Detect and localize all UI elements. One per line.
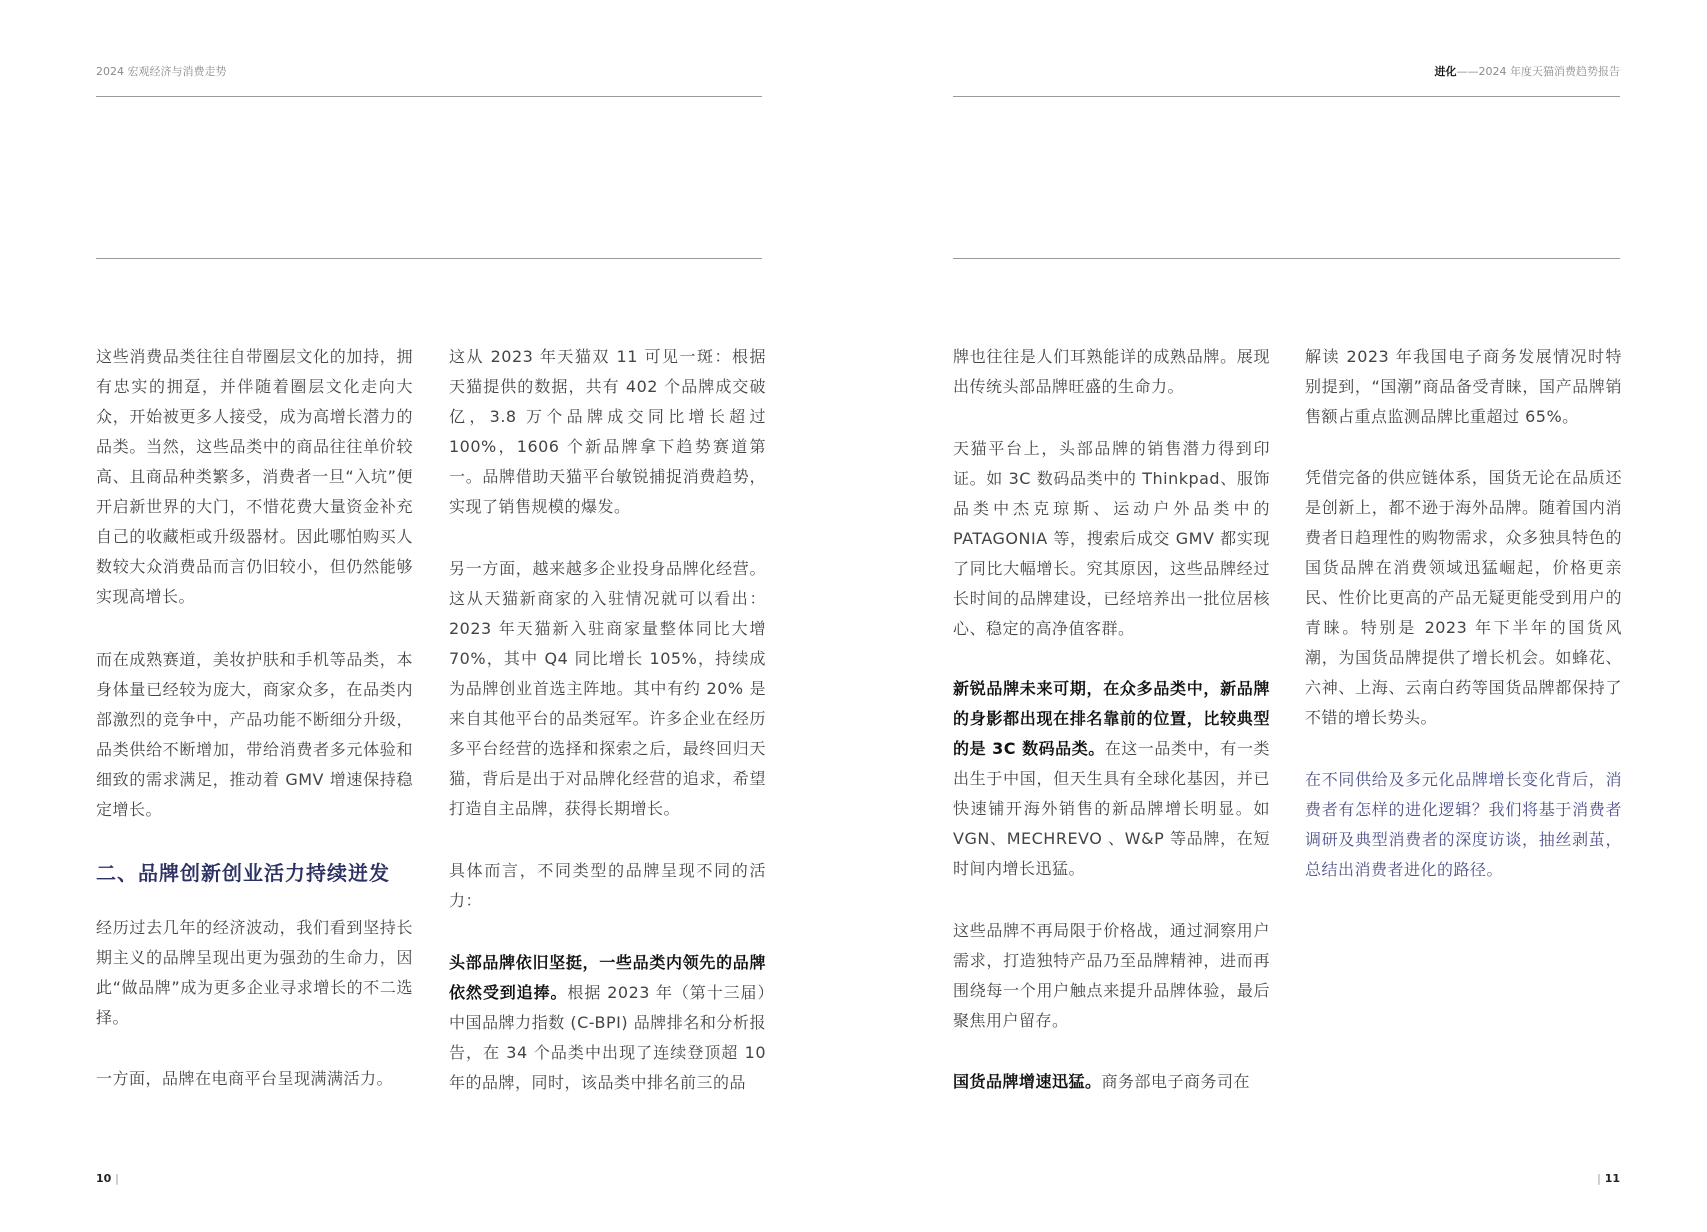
paragraph: 牌也往往是人们耳熟能详的成熟品牌。展现出传统头部品牌旺盛的生命力。 — [953, 347, 1270, 396]
paragraph — [953, 674, 1270, 884]
paragraph: 这些品牌不再局限于价格战，通过洞察用户需求，打造独特产品乃至品牌精神，进而再围绕每一个用户触点来提升品牌体验，最后聚焦用户留存。 — [953, 921, 1270, 1030]
paragraph: 这些消费品类往往自带圈层文化的加持，拥有忠实的拥趸，并伴随着圈层文化走向大众，开始被更多人接受，成为高增长潜力的品类。当然，这些品类中的商品往往单价较高、且商品种类繁多，消费者一旦“入坑”便开启新世界的大门，不惜花费大量资金补充自己的收藏柜或升级器材。因此哪怕购买人数较大众消费品而言仍旧较小，但仍然能够实现高增长。 — [96, 347, 413, 606]
paragraph — [953, 1067, 1270, 1097]
bold-lead: 新锐品牌未来可期，在众多品类中，新品牌的身影都出现在排名靠前的位置，比较典型的是 3C 数码品类。 — [953, 679, 1270, 758]
paragraph: 凭借完备的供应链体系，国货无论在品质还是创新上，都不逊于海外品牌。随着国内消费者日趋理性的购物需求，众多独具特色的国货品牌在消费领域迅猛崛起，价格更亲民、性价比更高的产品无疑更能受到用户的青睐。特别是 2023 年下半年的国货风潮，为国货品牌提供了增长机会。如蜂花、六神、上海、云南白药等国货品牌都保持了不错的增长势头。 — [1305, 468, 1622, 727]
bold-lead: 头部品牌依旧坚挺，一些品类内领先的品牌依然受到追捧。 — [449, 953, 766, 1002]
page-number-right: | 11 — [1597, 1172, 1620, 1185]
paragraph: 天猫平台上，头部品牌的销售潜力得到印证。如 3C 数码品类中的 Thinkpad、服饰品类中杰克琼斯、运动户外品类中的 PATAGONIA 等，搜索后成交 GMV 都实现了同比大幅增长。究其原因，这些品牌经过长时间的品牌建设，已经培养出一批位居核心、稳定的高净值客群。 — [953, 439, 1270, 638]
section-heading: 二、品牌创新创业活力持续迸发 — [96, 861, 390, 885]
page-number-left: 10 | — [96, 1172, 119, 1185]
section-rule — [96, 258, 762, 259]
paragraph-text: 商务部电子商务司在 — [1101, 1072, 1251, 1091]
transition-paragraph: 在不同供给及多元化品牌增长变化背后，消费者有怎样的进化逻辑？我们将基于消费者调研及典型消费者的深度访谈，抽丝剥茧，总结出消费者进化的路径。 — [1305, 770, 1622, 879]
paragraph — [449, 948, 766, 1098]
paragraph: 经历过去几年的经济波动，我们看到坚持长期主义的品牌呈现出更为强劲的生命力，因此“做品牌”成为更多企业寻求增长的不二选择。 — [96, 918, 413, 1027]
bold-lead: 国货品牌增速迅猛。 — [953, 1072, 1102, 1091]
running-header-left: 2024 宏观经济与消费走势 — [96, 65, 227, 78]
paragraph: 具体而言，不同类型的品牌呈现不同的活力： — [449, 861, 766, 910]
header-rule — [96, 96, 762, 97]
header-rule — [953, 96, 1620, 97]
page-number: 11 — [1604, 1172, 1620, 1185]
paragraph: 解读 2023 年我国电子商务发展情况时特别提到，“国潮”商品备受青睐，国产品牌销售额占重点监测品牌比重超过 65%。 — [1305, 347, 1622, 426]
header-title: ——2024 年度天猫消费趋势报告 — [1456, 65, 1620, 78]
paragraph: 而在成熟赛道，美妆护肤和手机等品类，本身体量已经较为庞大，商家众多，在品类内部激烈的竞争中，产品功能不断细分升级，品类供给不断增加，带给消费者多元体验和细致的需求满足，推动着 GMV 增速保持稳定增长。 — [96, 650, 413, 819]
header-brand: 进化 — [1434, 65, 1457, 78]
page-number: 10 — [96, 1172, 112, 1185]
paragraph-text: 根据 2023 年（第十三届）中国品牌力指数 (C-BPI) 品牌排名和分析报告，在 34 个品类中出现了连续登顶超 10 年的品牌，同时，该品类中排名前三的品 — [449, 983, 766, 1092]
section-rule — [953, 258, 1620, 259]
paragraph: 这从 2023 年天猫双 11 可见一斑：根据天猫提供的数据，共有 402 个品牌成交破亿，3.8 万个品牌成交同比增长超过 100%，1606 个新品牌拿下趋势赛道第一。品牌借助天猫平台敏锐捕捉消费趋势，实现了销售规模的爆发。 — [449, 347, 766, 516]
paragraph: 一方面，品牌在电商平台呈现满满活力。 — [96, 1069, 394, 1088]
running-header-right — [1435, 63, 1621, 79]
paragraph-text: 在这一品类中，有一类出生于中国，但天生具有全球化基因，并已快速铺开海外销售的新品牌增长明显。如 VGN、MECHREVO 、W&P 等品牌，在短时间内增长迅猛。 — [953, 739, 1270, 878]
paragraph: 另一方面，越来越多企业投身品牌化经营。这从天猫新商家的入驻情况就可以看出：2023 年天猫新入驻商家量整体同比大增 70%，其中 Q4 同比增长 105%，持续成为品牌创业首选主阵地。其中有约 20% 是来自其他平台的品类冠军。许多企业在经历多平台经营的选择和探索之后，最终回归天猫，背后是出于对品牌化经营的追求，希望打造自主品牌，获得长期增长。 — [449, 559, 766, 818]
